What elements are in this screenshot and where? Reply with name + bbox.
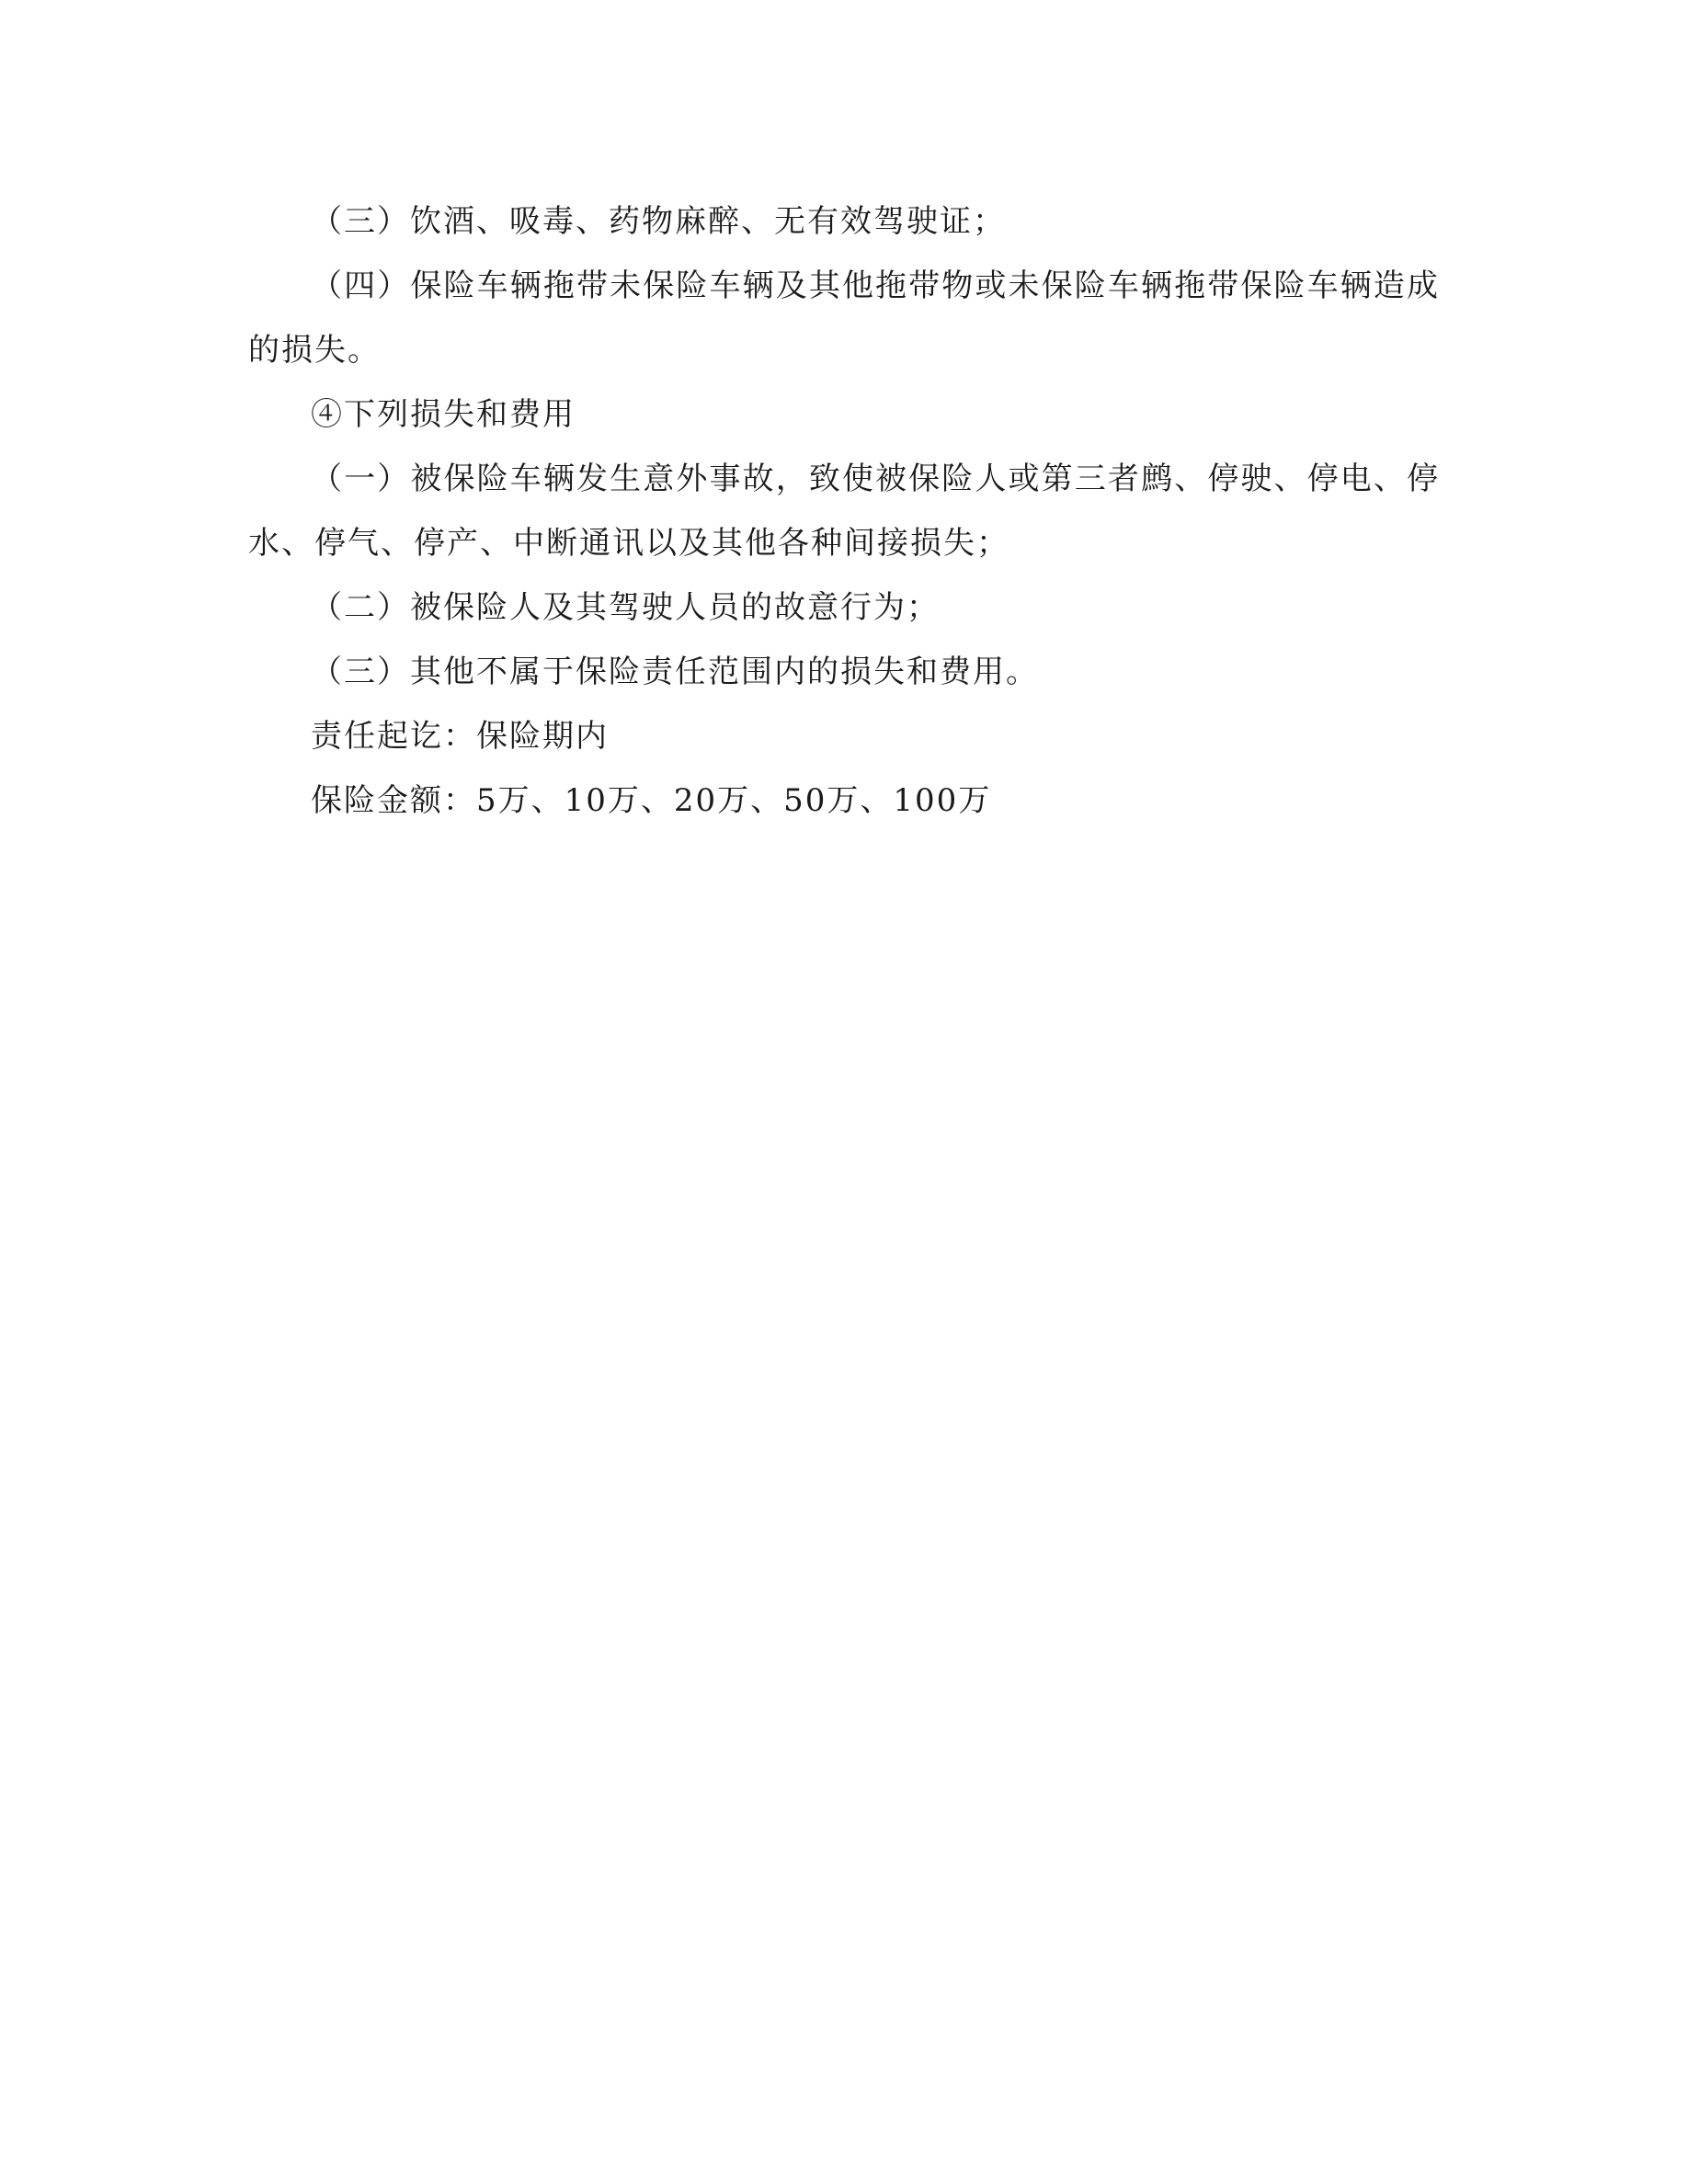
section-heading-losses: ④下列损失和费用 [311, 396, 576, 433]
insured-amount: 保险金额：5万、10万、20万、50万、100万 [311, 782, 992, 819]
paragraph-exclusion-4: （四）保险车辆拖带未保险车辆及其他拖带物或未保险车辆拖带保险车辆造成的损失。 [248, 267, 1440, 369]
paragraph-loss-3: （三）其他不属于保险责任范围内的损失和费用。 [311, 654, 1039, 690]
paragraph-exclusion-3: （三）饮酒、吸毒、药物麻醉、无有效驾驶证； [311, 203, 1006, 240]
paragraph-loss-1: （一）被保险车辆发生意外事故，致使被保险人或第三者鹧、停驶、停电、停水、停气、停产、中断通讯以及其他各种间接损失； [248, 461, 1440, 562]
liability-period: 责任起讫：保险期内 [311, 718, 609, 755]
paragraph-loss-2: （二）被保险人及其驾驶人员的故意行为； [311, 589, 940, 626]
document-body [248, 189, 1440, 833]
